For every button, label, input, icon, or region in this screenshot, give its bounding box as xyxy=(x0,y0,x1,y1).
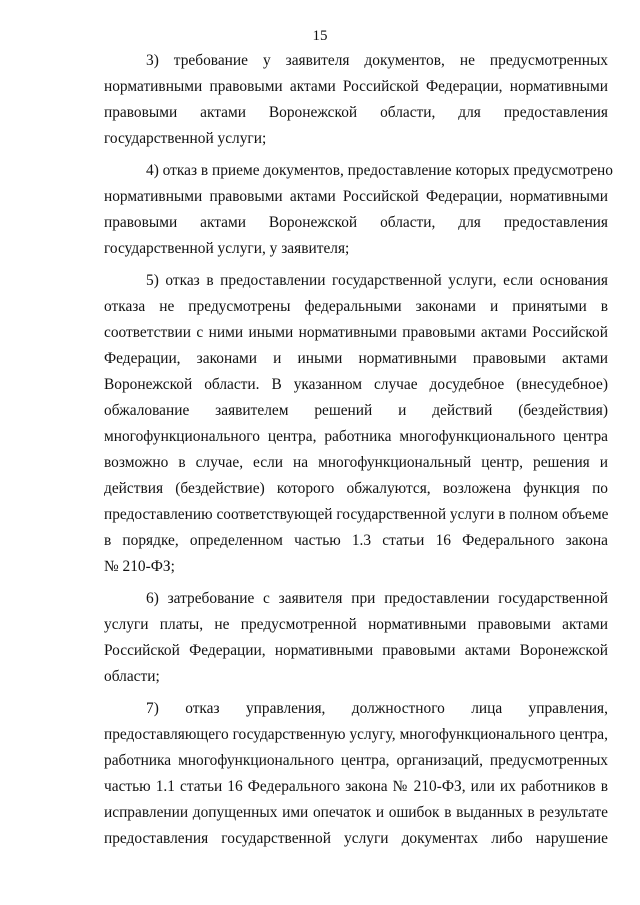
text-line: в порядке, определенном частью 1.3 статьи 16 Федерального закона xyxy=(104,532,608,549)
text-line: № 210-ФЗ; xyxy=(104,558,175,575)
text-line: 7) отказ управления, должностного лица управления, xyxy=(146,700,608,717)
text-line: многофункционального центра, работника многофункционального центра xyxy=(104,428,608,445)
text-line: возможно в случае, если на многофункциональный центр, решения и xyxy=(104,454,608,471)
list-item-6 xyxy=(104,586,608,690)
text-line: правовыми актами Воронежской области, для предоставления xyxy=(104,214,608,231)
text-line: частью 1.1 статьи 16 Федерального закона № 210-ФЗ, или их работников в xyxy=(104,778,608,795)
text-line: 3) требование у заявителя документов, не предусмотренных xyxy=(146,52,608,69)
list-item-4 xyxy=(104,158,613,262)
text-line: отказа не предусмотрены федеральными законами и принятыми в xyxy=(104,298,608,315)
text-line: Воронежской области. В указанном случае досудебное (внесудебное) xyxy=(104,376,608,393)
text-line: нормативными правовыми актами Российской Федерации, нормативными xyxy=(104,188,608,205)
text-line: Российской Федерации, нормативными правовыми актами Воронежской xyxy=(104,642,608,659)
text-line: государственной услуги; xyxy=(104,130,267,147)
list-item-7 xyxy=(104,696,608,852)
text-line: 5) отказ в предоставлении государственной услуги, если основания xyxy=(146,272,608,289)
text-line: обжалование заявителем решений и действий (бездействия) xyxy=(104,402,608,419)
page-number: 15 xyxy=(312,28,328,44)
text-line: государственной услуги, у заявителя; xyxy=(104,240,350,257)
text-line: предоставления государственной услуги документах либо нарушение xyxy=(104,830,608,847)
list-item-5 xyxy=(104,268,608,580)
list-item-3 xyxy=(104,48,608,152)
text-line: нормативными правовыми актами Российской Федерации, нормативными xyxy=(104,78,608,95)
text-line: работника многофункционального центра, организаций, предусмотренных xyxy=(104,752,608,769)
text-line: соответствии с ними иными нормативными правовыми актами Российской xyxy=(104,324,608,341)
text-line: услуги платы, не предусмотренной нормативными правовыми актами xyxy=(104,616,608,633)
text-line: правовыми актами Воронежской области, для предоставления xyxy=(104,104,608,121)
text-line: предоставляющего государственную услугу, многофункционального центра, xyxy=(104,726,608,743)
text-line: действия (бездействие) которого обжалуются, возложена функция по xyxy=(104,480,608,497)
document-body xyxy=(104,48,613,858)
text-line: Федерации, законами и иными нормативными правовыми актами xyxy=(104,350,608,367)
text-line: 4) отказ в приеме документов, предоставление которых предусмотрено xyxy=(146,162,613,179)
text-line: исправлении допущенных ими опечаток и ошибок в выданных в результате xyxy=(104,804,608,821)
text-line: области; xyxy=(104,668,160,685)
text-line: предоставлению соответствующей государственной услуги в полном объеме xyxy=(104,506,609,523)
text-line: 6) затребование с заявителя при предоставлении государственной xyxy=(146,590,608,607)
